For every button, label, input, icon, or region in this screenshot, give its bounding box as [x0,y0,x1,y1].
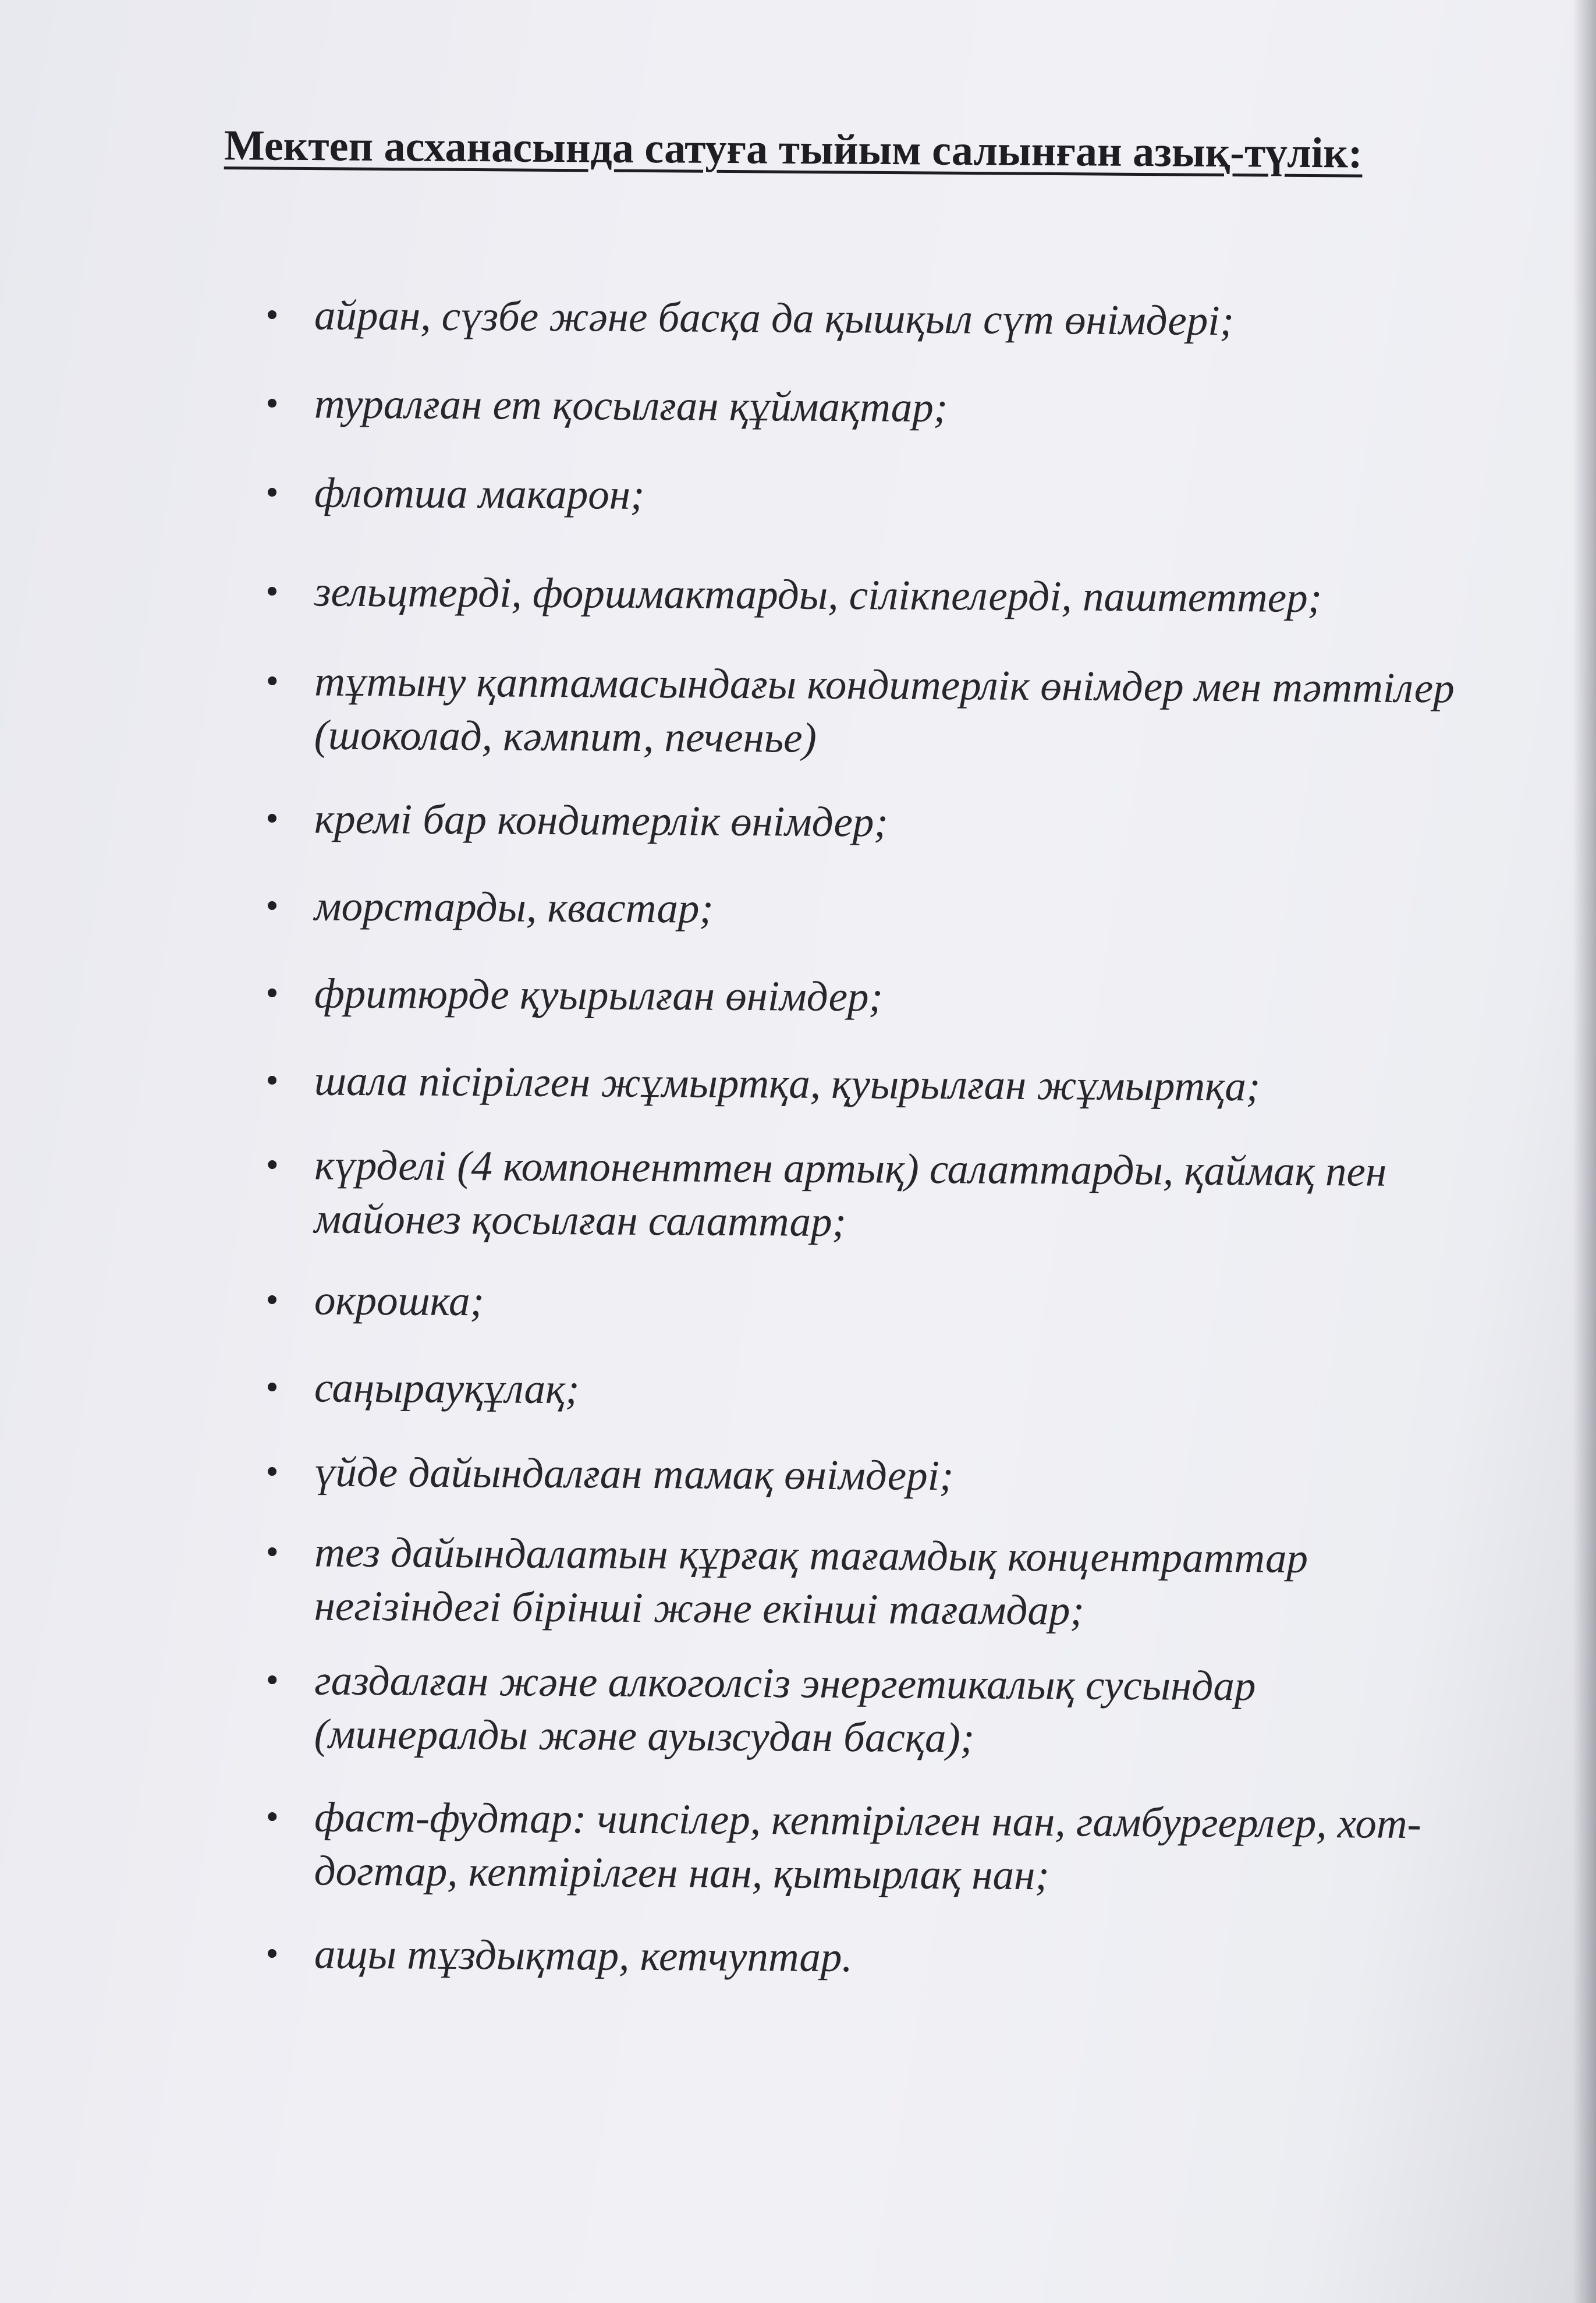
bullet-icon [268,901,276,910]
list-item [268,466,1467,527]
bullet-icon [268,814,276,823]
list-item-text: окрошка; [314,1276,485,1325]
list-item [268,966,1467,1028]
list-item [268,1445,1467,1506]
list-item-text: морстарды, квастар; [314,882,714,932]
list-item-text: газдалған және алкоголсіз энергетикалық сусындар (минералды және ауызсудан басқа); [314,1656,1256,1762]
list-item-text: туралған ет қосылған құймақтар; [314,380,948,431]
bullet-icon [268,676,276,685]
bullet-icon [268,587,276,596]
list-item [267,1138,1467,1253]
bullet-icon [268,1675,276,1684]
list-item [268,565,1467,626]
list-item-text: тұтыну қаптамасындағы кондитерлік өнімдер мен тәттілер (шоколад, кәмпит, печенье) [314,657,1455,761]
bullet-icon [268,1295,276,1304]
list-item-text: үйде дайындалған тамақ өнімдері; [314,1448,954,1500]
list-item-text: зельцтерді, форшмактарды, сілікпелерді, паштеттер; [314,568,1322,622]
list-item-text: фаст-фудтар: чипсілер, кептірілген нан, гамбургерлер, хот-догтар, кептірілген нан, қытырлақ нан; [314,1793,1422,1899]
list-item [268,1927,1467,1988]
list-item [268,288,1467,349]
bullet-icon [268,1160,276,1169]
list-item [268,1054,1467,1115]
bullet-icon [268,1812,276,1821]
list-item-text: айран, сүзбе және басқа да қышқыл сүт өнімдері; [314,291,1235,345]
list-item [268,1360,1467,1422]
bullet-icon [268,1547,276,1556]
list-item-text: кремі бар кондитерлік өнімдер; [314,795,889,846]
bullet-icon [268,488,276,497]
list-item [267,1653,1467,1768]
list-item-text: күрделі (4 компоненттен артық) салаттарды, қаймақ пен майонез қосылған салаттар; [314,1141,1387,1246]
list-item [268,1273,1467,1334]
list-item [267,1790,1467,1905]
list-item [267,654,1467,769]
list-item-text: саңырауқұлақ; [314,1363,580,1413]
list-item [268,377,1467,438]
bullet-icon [268,310,276,319]
list-item-text: флотша макарон; [314,469,645,518]
bullet-icon [268,1467,276,1476]
list-item [268,792,1467,853]
bullet-icon [268,399,276,408]
list-item [267,1525,1467,1640]
page-edge-shadow [1573,0,1596,2303]
bullet-icon [268,988,276,997]
list-item-text: шала пісірілген жұмыртқа, қуырылған жұмыртқа; [314,1057,1261,1110]
list-item [268,879,1467,940]
bullet-icon [268,1949,276,1958]
list-item-text: тез дайындалатын құрғақ тағамдық концентраттар негізіндегі бірінші және екінші тағамдар; [314,1528,1308,1634]
list-item-text: ащы тұздықтар, кетчуптар. [314,1930,853,1981]
bullet-icon [268,1076,276,1085]
list-item-text: фритюрде қуырылған өнімдер; [314,969,884,1021]
bullet-icon [268,1383,276,1391]
document-title: Мектеп асханасында сатуға тыйым салынған азық-түлік: [224,122,1363,178]
